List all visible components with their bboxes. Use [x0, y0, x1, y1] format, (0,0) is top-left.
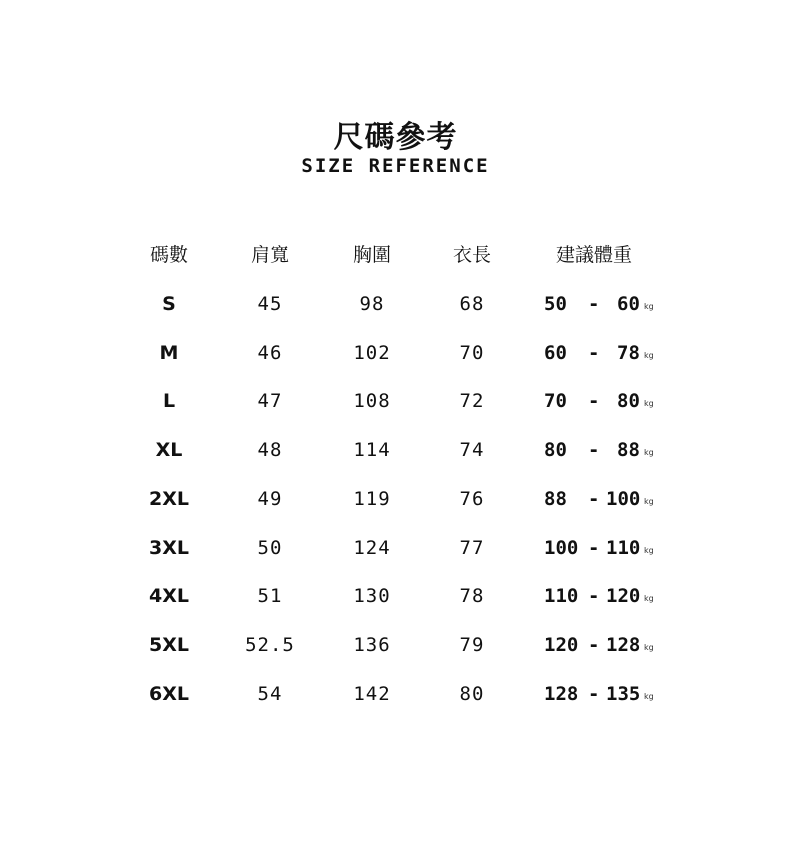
weight-max: 120	[606, 585, 641, 608]
shoulder-cell: 51	[257, 585, 283, 608]
chest-cell: 114	[353, 439, 391, 462]
chest-cell: 124	[353, 536, 391, 559]
size-cell: 2XL	[149, 487, 189, 510]
table-row	[0, 488, 791, 518]
table-row	[0, 439, 791, 469]
weight-unit: kg	[644, 545, 654, 555]
chest-cell: 130	[353, 585, 391, 608]
weight-unit: kg	[644, 350, 654, 360]
size-cell: L	[162, 390, 176, 413]
weight-separator: -	[588, 293, 600, 315]
header-shoulder: 肩寬	[250, 244, 290, 266]
weight-unit: kg	[644, 594, 654, 604]
header-size: 碼數	[149, 244, 189, 266]
weight-min: 80	[544, 439, 567, 462]
size-cell: XL	[155, 439, 183, 462]
size-cell: 5XL	[149, 633, 189, 656]
weight-separator: -	[588, 536, 600, 559]
table-row	[0, 537, 791, 567]
length-cell: 78	[459, 585, 485, 608]
header-chest: 胸圍	[352, 244, 392, 266]
weight-min: 110	[544, 585, 579, 608]
length-cell: 70	[459, 341, 485, 364]
table-row	[0, 390, 791, 420]
weight-max: 88	[617, 439, 640, 462]
size-cell: M	[159, 341, 179, 364]
shoulder-cell: 54	[257, 682, 283, 705]
weight-max: 110	[606, 536, 641, 559]
header-weight: 建議體重	[555, 244, 633, 266]
weight-min: 70	[544, 390, 567, 413]
table-row	[0, 683, 791, 713]
chest-cell: 136	[353, 633, 391, 656]
table-row	[0, 634, 791, 664]
shoulder-cell: 49	[257, 487, 283, 510]
chest-cell: 142	[353, 682, 391, 705]
weight-separator: -	[588, 682, 600, 705]
table-row	[0, 342, 791, 372]
weight-min: 88	[544, 487, 567, 510]
weight-separator: -	[588, 341, 600, 364]
weight-separator: -	[588, 585, 600, 608]
length-cell: 80	[459, 682, 485, 705]
size-cell: 6XL	[149, 682, 189, 705]
weight-max: 100	[606, 487, 641, 510]
weight-min: 60	[544, 341, 567, 364]
chest-cell: 108	[353, 390, 391, 413]
weight-max: 78	[617, 341, 640, 364]
chest-cell: 119	[353, 487, 391, 510]
header-length: 衣長	[452, 244, 492, 266]
table-row	[0, 293, 791, 323]
size-cell: 3XL	[149, 536, 189, 559]
shoulder-cell: 50	[257, 536, 283, 559]
shoulder-cell: 47	[257, 390, 283, 413]
chest-cell: 98	[359, 293, 385, 315]
weight-max: 80	[617, 390, 640, 413]
chest-cell: 102	[353, 341, 391, 364]
weight-unit: kg	[644, 496, 654, 506]
shoulder-cell: 52.5	[245, 633, 295, 656]
weight-min: 128	[544, 682, 579, 705]
length-cell: 74	[459, 439, 485, 462]
weight-separator: -	[588, 487, 600, 510]
weight-max: 128	[606, 633, 641, 656]
weight-separator: -	[588, 390, 600, 413]
shoulder-cell: 45	[257, 293, 283, 315]
weight-unit: kg	[644, 399, 654, 409]
shoulder-cell: 46	[257, 341, 283, 364]
page-title: 尺碼參考	[333, 120, 458, 155]
length-cell: 68	[459, 293, 485, 315]
weight-min: 120	[544, 633, 579, 656]
weight-unit: kg	[644, 448, 654, 458]
length-cell: 77	[459, 536, 485, 559]
weight-unit: kg	[644, 642, 654, 652]
weight-min: 100	[544, 536, 579, 559]
weight-separator: -	[588, 439, 600, 462]
weight-separator: -	[588, 633, 600, 656]
length-cell: 79	[459, 633, 485, 656]
size-cell: 4XL	[149, 585, 189, 608]
shoulder-cell: 48	[257, 439, 283, 462]
weight-max: 60	[617, 293, 640, 315]
table-row	[0, 585, 791, 615]
weight-max: 135	[606, 682, 641, 705]
size-cell: S	[162, 293, 176, 315]
length-cell: 76	[459, 487, 485, 510]
weight-unit: kg	[644, 691, 654, 701]
page-subtitle: SIZE REFERENCE	[301, 155, 490, 177]
weight-min: 50	[544, 293, 567, 315]
length-cell: 72	[459, 390, 485, 413]
weight-unit: kg	[644, 302, 654, 311]
